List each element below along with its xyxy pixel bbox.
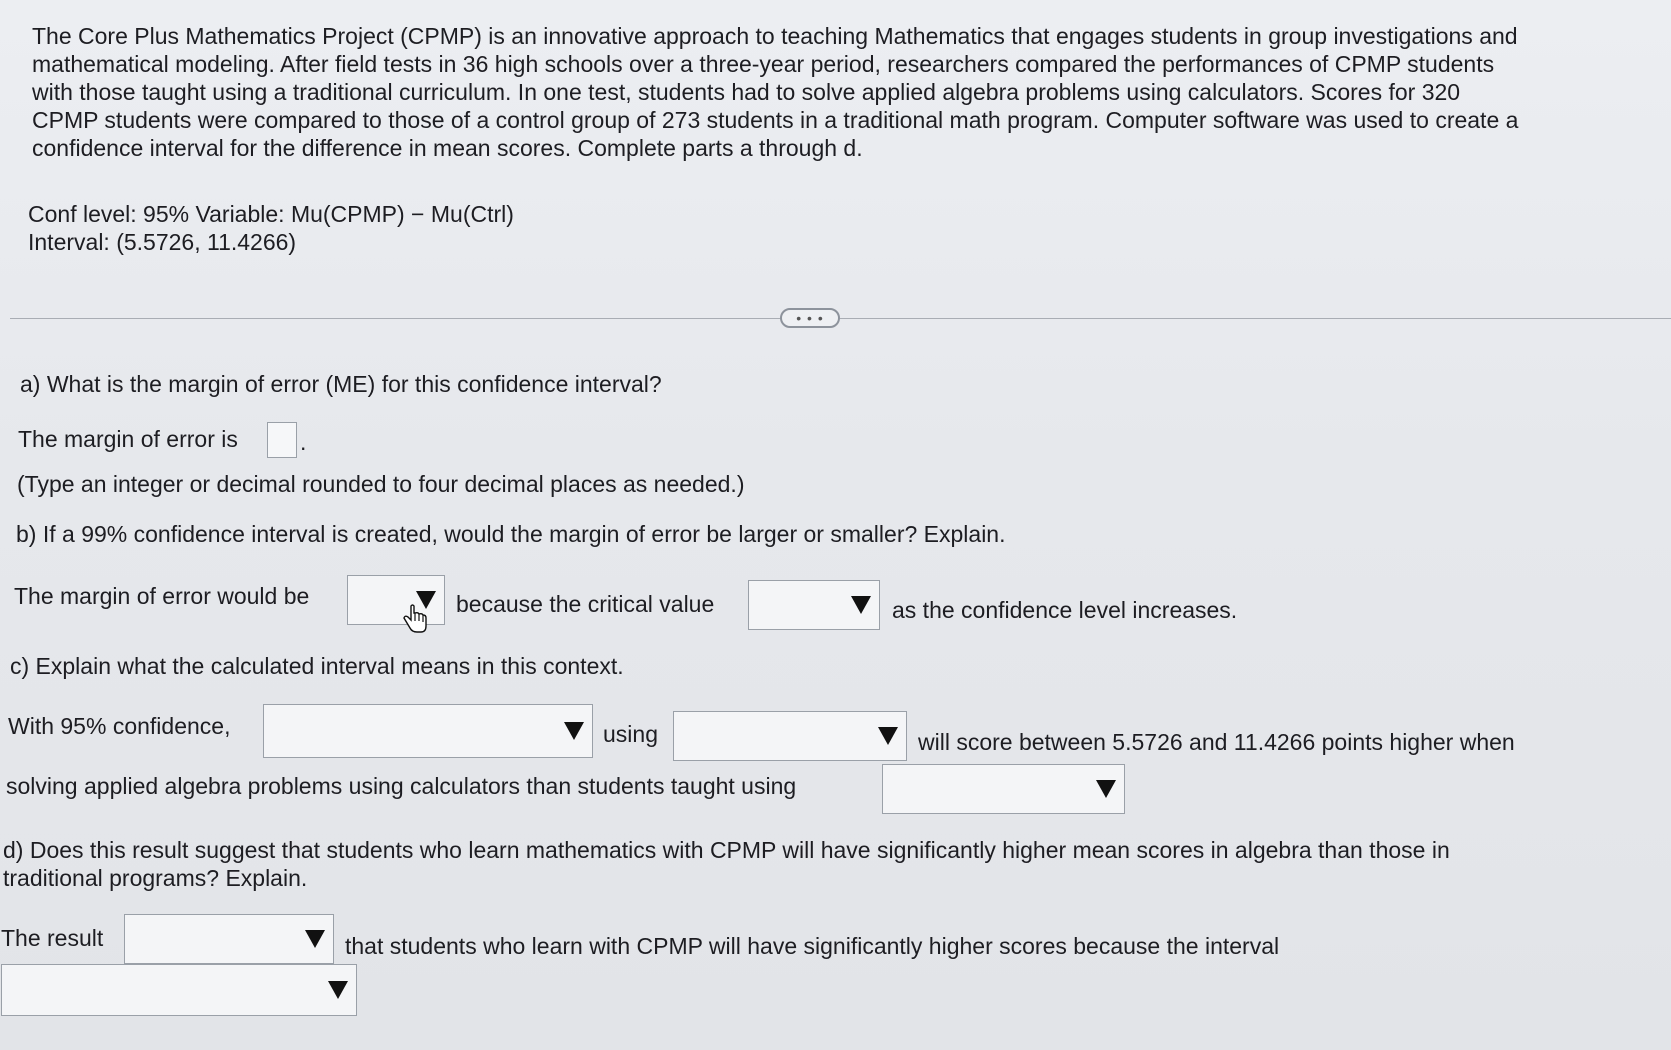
part-a-period: . — [300, 429, 307, 455]
part-c-using: using — [603, 721, 658, 747]
part-c-question: c) Explain what the calculated interval means in this context. — [10, 653, 624, 679]
interval-line: Interval: (5.5726, 11.4266) — [28, 229, 297, 255]
larger-smaller-dropdown[interactable] — [347, 575, 445, 625]
problem-statement — [32, 22, 1652, 162]
dropdown-caret-icon — [1096, 780, 1116, 798]
intro-line: mathematical modeling. After field tests in 36 high schools over a three-year period, researchers compared the performances of CPMP students — [32, 51, 1495, 77]
intro-line: with those taught using a traditional curriculum. In one test, students had to solve applied algebra problems using calculators. Scores for 320 — [32, 79, 1461, 105]
margin-of-error-input[interactable] — [267, 422, 297, 458]
curriculum-dropdown-2[interactable] — [882, 764, 1125, 814]
part-c-middle: will score between 5.5726 and 11.4266 points higher when — [918, 729, 1515, 755]
software-output — [28, 200, 514, 256]
part-b-prefix: The margin of error would be — [14, 583, 310, 609]
part-a-hint: (Type an integer or decimal rounded to four decimal places as needed.) — [17, 471, 745, 497]
dropdown-caret-icon — [878, 727, 898, 745]
population-dropdown[interactable] — [263, 704, 593, 758]
part-b-middle: because the critical value — [456, 591, 715, 617]
part-c-prefix: With 95% confidence, — [8, 713, 231, 739]
part-b-suffix: as the confidence level increases. — [892, 597, 1238, 623]
dropdown-caret-icon — [305, 930, 325, 948]
intro-line: CPMP students were compared to those of a control group of 273 students in a traditional math program. Computer software was used to create a — [32, 107, 1519, 133]
section-divider — [10, 318, 1671, 319]
part-d-question-line1: d) Does this result suggest that students who learn mathematics with CPMP will have significantly higher mean scores in algebra than those in — [3, 837, 1450, 863]
part-a-question: a) What is the margin of error (ME) for this confidence interval? — [20, 371, 662, 397]
part-d-middle: that students who learn with CPMP will have significantly higher scores because the interval — [345, 933, 1280, 959]
interval-reason-dropdown[interactable] — [1, 964, 357, 1016]
part-c-line2: solving applied algebra problems using calculators than students taught using — [6, 773, 797, 799]
conf-level-line: Conf level: 95% Variable: Mu(CPMP) − Mu(Ctrl) — [28, 201, 514, 227]
dropdown-caret-icon — [564, 722, 584, 740]
dropdown-caret-icon — [328, 981, 348, 999]
part-d-question-line2: traditional programs? Explain. — [3, 865, 308, 891]
curriculum-dropdown-1[interactable] — [673, 711, 907, 761]
suggest-dropdown[interactable] — [124, 914, 334, 964]
part-b-question: b) If a 99% confidence interval is created, would the margin of error be larger or smaller? Explain. — [16, 521, 1006, 547]
intro-line: The Core Plus Mathematics Project (CPMP) is an innovative approach to teaching Mathematics that engages students in group investigations and — [32, 23, 1518, 49]
part-a-prompt: The margin of error is — [18, 426, 238, 452]
dropdown-caret-icon — [851, 596, 871, 614]
critical-value-dropdown[interactable] — [748, 580, 880, 630]
part-d-prefix: The result — [1, 925, 104, 951]
intro-line: confidence interval for the difference in mean scores. Complete parts a through d. — [32, 135, 863, 161]
hand-pointer-icon — [402, 604, 428, 634]
expand-more-button[interactable]: • • • — [780, 308, 840, 328]
